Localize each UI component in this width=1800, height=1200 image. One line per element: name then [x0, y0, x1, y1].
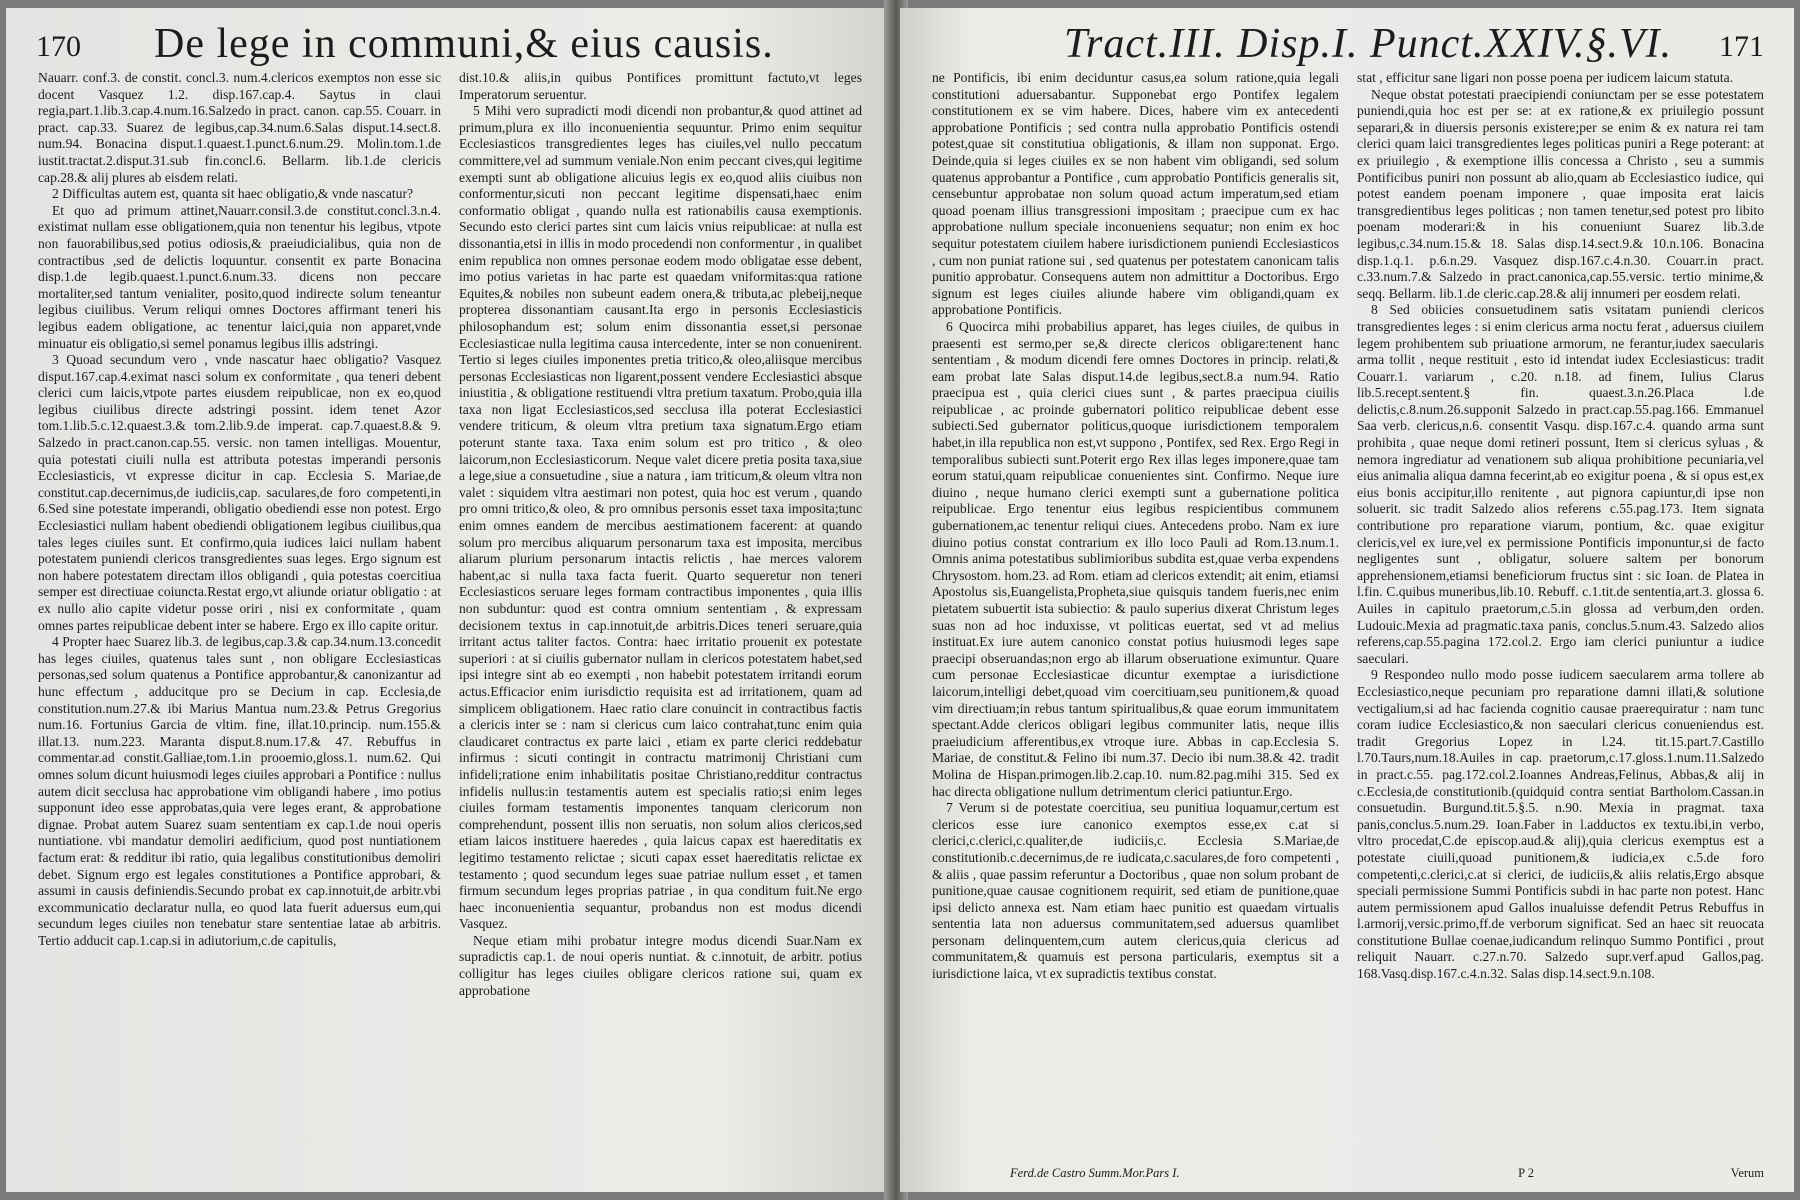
text-column: [1357, 70, 1764, 1166]
text-column: [932, 70, 1339, 1166]
paragraph: 6 Quocirca mihi probabilius apparet, has leges ciuiles, de quibus in praesenti est sermo,per se,& directe clericos obligare:tenent hanc sententiam , & modum dicendi fere omnes Doctores in princip. relati,& eam probat late Salas disput.14.de legibus,sect.8.a num.94. Ratio praecipua est , quia clerici ciues sunt , & partes praecipua ciuilis reipublicae , ac proinde gubernatori politico reipublicae debent esse subiecti.Sed gubernator politicus,quoque iurisdictionem temporalem habet,in illa republica non est,vt suppono , Pontifex, sed Rex. Ergo Regi in temporalibus subiecti sunt.Poterit ergo Rex illas leges imponere,quae tam eorum statui,quam reipublicae conuenientes sint. Confirmo. Neque iure diuino , neque humano clerici exempti sunt a gubernatione politica reipublicae. Ergo tenentur eius legibus respicientibus communem gubernationem,ac tenentur reliqui ciues. Antecedens probo. Nam ex iure diuino potius constat contrarium ex illo loco Pauli ad Rom.13.num.1. Omnis anima potestatibus sublimioribus subdita est,quae verba expendens Chrysostom. hom.23. ad Rom. etiam ad clericos extendit; ait enim, etiamsi Apostolus sis,Euangelista,Propheta,siue quisquis tandem fueris,nec enim pietatem subuertit ista subiectio: & paulo superius dixerat Christum leges suas non ad hoc induxisse, vt politicas euertat, sed vt ad melius instituat.Ex iure autem canonico constat potius huiusmodi leges sape praecipi obseruandas;non ergo ab illarum obseruatione eximuntur. Quare cum personae Ecclesiasticae dicuntur exemptae a iurisdictione laicorum,intelligi debet,quoad vim coercitiuam,seu punitionem,& quoad vim directiuam;in rebus tantum spiritualibus,& quae eorum immunitatem spectant.Adde clericos obligari legibus communiter latis, neque illis praeiudicium afferentibus,ex vtroque iure. Abbas in cap.Ecclesia S. Mariae, de constitut.& Felino ibi num.37. Decio ibi num.38.& 42. tradit Molina de Hispan.primogen.lib.2.cap.10. num.82.pag.mihi 315. Sed ex hac directa obligatione nullum detrimentum clerici patiuntur.Ergo.: [932, 318, 1339, 799]
page-number: 170: [36, 30, 81, 63]
catchword: Verum: [1730, 1166, 1764, 1180]
paragraph: stat , efficitur sane ligari non posse poena per iudicem laicum statuta.: [1357, 70, 1734, 85]
text-column: [38, 70, 441, 1166]
running-title: De lege in communi,& eius causis.: [154, 21, 774, 67]
paragraph: 4 Propter haec Suarez lib.3. de legibus,cap.3.& cap.34.num.13.concedit has leges ciuiles, quatenus tales sunt , non obligare Ecclesiasticas personas,sed solum quatenus a Pontifice approbantur,& canonizantur ad hunc effectum , adducitque pro se Decium in cap. Ecclesia,de constitution.num.27.& ibi Marius Mantua num.23.& Petrus Gregorius num.16. Fortunius Garcia de vltim. fine, illat.10.princip. num.155.& illat.13. num.223. Maranta disput.8.num.17.& 47. Rebuffus in commentar.ad constit.Galliae,tom.1.in prooemio,gloss.1. num.62. Qui omnes solum dicunt huiusmodi leges ciuiles approbari a Pontifice : nullus autem dicit secclusa hac approbatione vim obligandi habere , imo potius supponunt ideo esse approbatas,quia vere leges erant, & approbatione dignae. Probat autem Suarez suam sententiam ex cap.1.de noui operis nuntiatione. vbi mandatur demoliri aedificium, quod post nuntiationem factum erat: & redditur ibi ratio, quia legalibus constitutionibus demoliri debet. Signum ergo est legales constitutiones a Pontifice approbari, & assumi in causis definiendis.Secundo probat ex cap.innotuit,de arbitr.vbi excommunicatio declaratur nulla, eo quod lata fuerit aduersus eum,qui secundum leges ciuiles non tenebatur stare sententiae latae ab arbitris. Tertio adducit cap.1.cap.si in adiutorium,c.de capitulis,: [38, 634, 441, 948]
paragraph: 3 Quoad secundum vero , vnde nascatur haec obligatio? Vasquez disput.167.cap.4.eximat nasci solum ex conformitate , qua teneri debent clerici cum laicis,vtpote partes eiusdem reipublicae, non ex eo,quod legibus ciuilibus directe adstringi possint. idem tenet Azor tom.1.lib.5.c.12.quaest.3.& tom.2.lib.9.de imperat. cap.7.quaest.8.& 9. Salzedo in pract.canon.cap.55. versic. non tamen intelligas. Mouentur, quia potestati ciuili nulla est attributa potestas imperandi personis Ecclesiasticis, vt expresse dicitur in cap. Ecclesia S. Mariae,de constitut.cap.decernimus,de iudiciis,cap. saculares,de foro competenti,in 6.Sed sine potestate imperandi, obligatio obediendi esse non potest. Ergo Ecclesiastici nullam habent obediendi obligationem legibus ciuilibus,qua tales leges ciuiles sunt. Et confirmo,quia iudices laici nullam habent potestatem puniendi clericos transgredientes suas leges. Ergo signum est non habere potestatem directam illos obligandi , quia potestas coercitiua semper est directiuae coiuncta.Restat ergo,vt aliunde oriatur obligatio : at ex nullo alio capite videtur posse oriri , nisi ex conformitate , quam omnes partes reipublicae debent inter se habere. Ergo ex illo capite oritur.: [38, 352, 441, 633]
paragraph: Neque obstat potestati praecipiendi coniunctam per se esse potestatem puniendi,quia hoc est per se: at ex ratione,& ex priuilegio possunt separari,& in diuersis personis existere;per se enim & ex natura rei tam clerici quam laici transgredientes leges politicas puniri a Rege poterant: at ex priuilegio , & exemptione illis concessa a Christo , seu a summis Pontificibus puniri non possunt ab alio,quam ab Ecclesiastico iudice, qui potest eandem poenam imponere , quae imposita erat laicis transgredientibus leges politicas ; non tamen tenetur,sed potest pro libito poenam moderari:& in his conueniunt Suarez lib.3.de legibus,c.34.num.15.& 18. Salas disp.14.sect.9.& 10.n.106. Bonacina disp.1.q.1. p.6.n.29. Vasquez disp.167.c.4.n.30. Couarr.in pract. c.33.num.7.& Salzedo in pract.canonica,cap.55.versic. tertio minime,& seqq. Bellarm. lib.1.de cleric.cap.28.& alij innumeri per eosdem relati.: [1357, 86, 1764, 301]
right-page-header: [930, 18, 1764, 68]
left-page-header: [36, 18, 862, 68]
signature-mark: P 2: [1518, 1166, 1534, 1180]
paragraph: Neque etiam mihi probatur integre modus dicendi Suar.Nam ex supradictis cap.1. de noui operis nuntiat. & c.innotuit, de arbitr. potius colligitur has leges ciuiles obligare clericos ratione sui, quam ex approbatione: [459, 932, 862, 998]
paragraph: 9 Respondeo nullo modo posse iudicem saecularem arma tollere ab Ecclesiastico,neque pecuniam pro reparatione damni illati,& solutione vectigalium,si ad hac facienda cognitio causae praerequiratur : nam tunc coram iudice Ecclesiastico,& non saeculari clericus conueniendus est. tradit Gregorius Lopez in l.24. tit.15.part.7.Castillo l.70.Taurs,num.18.Auiles in cap. praetorum,c.17.gloss.1.num.11.Salzedo in pract.c.55. pag.172.col.2.Ioannes Andreas,Felinus, Abbas,& alij in c.Ecclesia,de constitutionib.(quidquid contra sentiat Bartholom.Cassan.in consuetudin. Burgund.tit.5.§.5. n.90. Mexia in pragmat. taxa panis,conclus.5.num.29. Ioan.Faber in l.adductos ex textu.ibi,in verbo, vltro procedat,C.de episcop.aud.& alij),quia clericus exemptus est a potestate ciuili,quoad punitionem,& iudicia,ex c.5.de foro competenti,c.clerici,c.at si clerici, de iudiciis,& aliis relatis,Ergo absque speciali permissione Summi Pontificis subdi in hac parte non potest. Hanc autem permissionem apud Gallos inualuisse defendit Petrus Rebuffus in l.armorij,versic.primo,ff.de verborum significat. Sed an haec sit reuocata constitutione Bullae coenae,iudicandum relinquo Summo Pontifici , prout reliquit Nauarr. c.27.n.70. Salzedo supr.verf.apud Gallos,pag. 168.Vasq.disp.167.c.4.n.32. Salas disp.14.sect.9.n.108.: [1357, 667, 1764, 982]
page-footer: [930, 1166, 1764, 1186]
running-title: Tract.III. Disp.I. Punct.XXIV.§.VI.: [1064, 21, 1673, 67]
paragraph: Et quo ad primum attinet,Nauarr.consil.3.de constitut.concl.3.n.4. existimat nullam esse obligationem,quia non tenentur his legibus, vtpote non fauorabilibus,sed potius odiosis,& praeiudicialibus, quia non de contractibus ,sed de delictis loquuntur. consentit ex parte Bonacina disp.1.de legib.quaest.1.punct.6.num.33. dicens non peccare mortaliter,sed tantum venialiter, posito,quod indirecte solum teneantur legibus ciuilibus. Verum reliqui omnes Doctores affirmant teneri his legibus eadem obligatione, ac tenentur laici,quia non apparet,vnde minuatur eis obligatio,si semel ponamus legibus illis adstringi.: [38, 202, 441, 351]
paragraph: 8 Sed obiicies consuetudinem satis vsitatam puniendi clericos transgredientes leges : si enim clericus arma noctu ferat , aduersus ciuilem legem prohibentem sub priuatione armorum, ne ferantur,iudex saecularis arma tollit , neque restituit , esto id intendat iudex Ecclesiasticus: tradit Couarr.1. variarum , c.20. n.18. ad finem, Iulius Clarus lib.5.recept.sentent.§ fin. quaest.3.n.26.Placa l.de delictis,c.8.num.26.supponit Salzedo in pract.cap.55.pag.166. Emmanuel Saa verb. clericus,n.6. consentit Vasqu. disp.167.c.4. quando arma sunt prohibita , quae neque domi retineri possunt, Item si clericus syluas , & nemora ingrediatur ad venationem sub aliqua prohibitione pecuniaria,vel eius animalia aliqua damna fecerint,ab eo exigitur poena , & si opus est,ex eius bonis accipitur,illo renitente , aut pignora capiuntur,di ipse non soluerit. sic tradit Salzedo alios referens c.55.pag.173. Item signata contributione pro reparatione viarum, pontium, &c. quae exigitur clericis,vel ex iure,vel ex permissione Pontificis imponuntur,si de facto negligentes sunt , obligatur, soluere saltem per bonorum apprehensionem,etiamsi beneficiorum fructus sint : sic Ioan. de Platea in l.fin. C.quibus muneribus,lib.10. Rebuff. c.1.tit.de sententia,art.3. glossa 6. Auiles in capitulo praetorum,c.5.in glossa ad verbum,den orden. Ludouic.Mexia ad pragmatic.taxa panis, conclus.5.num.43. Salzedo alios referens,cap.55.pagina 172.col.2. Ergo iam clerici puniuntur a iudice saeculari.: [1357, 302, 1764, 666]
right-page: [900, 8, 1794, 1192]
left-page-columns: [38, 70, 862, 1166]
left-page: [6, 8, 892, 1192]
paragraph: Nauarr. conf.3. de constit. concl.3. num.4.clericos exemptos non esse sic docent Vasquez 1.2. disp.167.cap.4. Saytus in claui regia,part.1.lib.3.cap.4.num.16.Salzedo in pract. canon. cap.55. Couarr. in pract. cap.33. Suarez de legibus,cap.34.num.6.Salas disput.14.sect.8. num.94. Bonacina disput.1.quaest.1.punct.6.num.29. Molin.tom.1.de iustit.tractat.2.disput.31.sub fin.concl.6. Bellarm. lib.1.de clericis cap.28.& alij plures ab eisdem relati.: [38, 70, 441, 185]
paragraph: 2 Difficultas autem est, quanta sit haec obligatio,& vnde nascatur?: [52, 186, 414, 202]
text-column: [459, 70, 862, 1166]
page-number: 171: [1719, 30, 1764, 63]
footer-author-line: Ferd.de Castro Summ.Mor.Pars I.: [1010, 1166, 1180, 1180]
paragraph: ne Pontificis, ibi enim deciduntur casus,ea solum ratione,quia legali constitutioni aduersabantur. Supponebat ergo Pontifex legalem constitutionem ex se vim habere. Dices, habere vim ex antecedenti approbatione Pontificis ; sed contra nulla approbatio Pontificis ostendi potest,quae sit constitutiua obligationis, & illam non supponat. Ergo. Deinde,quia si leges ciuiles ex se non habent vim obligandi, sed solum quatenus approbantur a Pontifice , cum approbatio Pontificis generalis sit, censebuntur approbatae non solum quoad actum imperatum,sed etiam quoad poenam illius transgressioni impositam ; praecipue cum ex hac approbatione nullum speciale inconueniens sequatur; non enim ex hoc sequitur potestatem ciuilem habere iurisdictionem puniendi Ecclesiasticos , cum non puniat ratione sui , sed quatenus per potestatem canonicam talis punitio approbatur. Consequens autem non admittitur a Doctoribus. Ergo signum est leges ciuiles aliunde habere vim obligandi,quam ex approbatione Pontificis.: [932, 70, 1339, 318]
paragraph: dist.10.& aliis,in quibus Pontifices promittunt factuto,vt leges Imperatorum seruentur.: [459, 70, 862, 102]
paragraph: 5 Mihi vero supradicti modi dicendi non probantur,& quod attinet ad primum,plura ex illo inconuenientia sequuntur. Primo enim sequitur Ecclesiasticos transgredientes leges has ciuiles,vel nullo peccatum committere,vel ad summum veniale.Non enim peccant cives,qui legitime exempti sunt ab obligatione alicuius legis ex eo,quod aliis ciuibus non conformentur,sicuti non peccant legitime dispensati,haec enim conformatio obligat , quando nulla est rationabilis causa exemptionis. Secundo esto clerici partes sint cum laicis vnius reipublicae: at nulla est dissonantia,etsi in illis in modo procedendi non conformentur , in qualibet enim republica non omnes personae eodem modo obligatae esse debent, imo potius varietas in hac parte est quaedam vniformitas:qua ratione Equites,& nobiles non subeunt eadem onera,& tributa,ac plebeij,neque propterea dissonantiam causant.Ita ergo in personis Ecclesiasticis philosophandum est; solum enim dissonantia esset,si personae Ecclesiasticae nulla legitima causa intercedente, inter se non conuenirent. Tertio si leges ciuiles imponentes pretia tritico,& oleo,aliisque mercibus personas Ecclesiasticas non ligarent,possent vendere Ecclesiastici absque iniustitia , & obligatione restituendi vltra pretium taxatum. Probo,quia illa taxa non ligat Ecclesiasticos,sed secclusa illa poterat Ecclesiastici vendere triticum, & oleum vltra pretium taxa signatum.Ergo etiam poterunt stante taxa. Taxa enim solum est pro tritico , & oleo laicorum,non Ecclesiasticorum. Neque valet dicere pretia posita taxa,siue a lege,siue a consuetudine , siue a natura , iam triticum,& oleum vltra non valet : siquidem vltra aestimari non potest, quia hoc est verum , quando pro omni tritico,& oleo, & pro omnibus personis esset taxa imposita;tunc enim omnes eandem de mercibus aestimationem facerent: at quando solum pro mercibus aliquarum personarum taxa est imposita, mercibus aliarum plurium personarum intactis relictis , hae merces valorem habent,ac si nulla taxa facta fuerit. Quarto sequeretur non teneri Ecclesiasticos seruare leges formam contractibus imponentes , quia illis non subduntur: quod est contra omnium sententiam , & expressam decisionem textus in cap.innotuit,de arbitris.Dices teneri seruare,quia irritant actus taliter factos. Contra: haec irritatio prouenit ex potestate superiori : at si ciuilis gubernator nullam in clericos potestatem habet,sed ipsi integre sint ab eo exempti , non habebit potestatem irritandi eorum actus.Efficacior enim iurisdictio requisita est ad irritationem, quam ad simplicem obligationem. Haec ratio clare conuincit in contractibus factis a clericis inter se : nam si clericus cum laico contrahat,tunc enim quia claudicaret contractus ex parte laici , etiam ex parte clerici reddebatur infirmus : sicuti contingit in contractu matrimonij Christiani cum infideli;ratione enim inhabilitatis positae Christiano,redditur contractus infidelis nullus:in testamentis autem est specialis ratio;si enim leges ciuiles formam testamentis imponentes tanquam clericorum non comprehendunt, possent illis non seruatis, non solum alios clericos,sed etiam laicos instituere haeredes , quia laicus capax est haereditatis ex legitimo testamento relictae ; sicuti capax esset haereditatis relictae ex testamento ; quod secundum leges suae patriae nullum esset , et tamen firmum secundum leges proprias patriae , in qua conditum fuit.Ne ergo haec inconuenientia sequantur, probandus non est modus dicendi Vasquez.: [459, 103, 862, 932]
right-page-columns: [932, 70, 1764, 1166]
paragraph: 7 Verum si de potestate coercitiua, seu punitiua loquamur,certum est clericos esse iure canonico exemptos esse,ex c.at si clerici,c.clerici,c.qualiter,de iudiciis,c. Ecclesia S.Mariae,de constitutionib.c.decernimus,de re iudicata,c.saculares,de foro competenti , & aliis , quae passim referuntur a Doctoribus , quae non solum probant de punitione,quae causae cognitionem requirit, sed etiam de punitione,quae ipsi delicto annexa est. Nam etiam haec punitio est quaedam virtualis sententia lata non aduersus communitatem,sed aduersus quamlibet personam delinquentem,cum autem clericus,quia clericus ad communitatem,& quamuis est persona particularis, exemptus sit a iurisdictione laica, vt ex supradictis textibus constat.: [932, 800, 1339, 982]
